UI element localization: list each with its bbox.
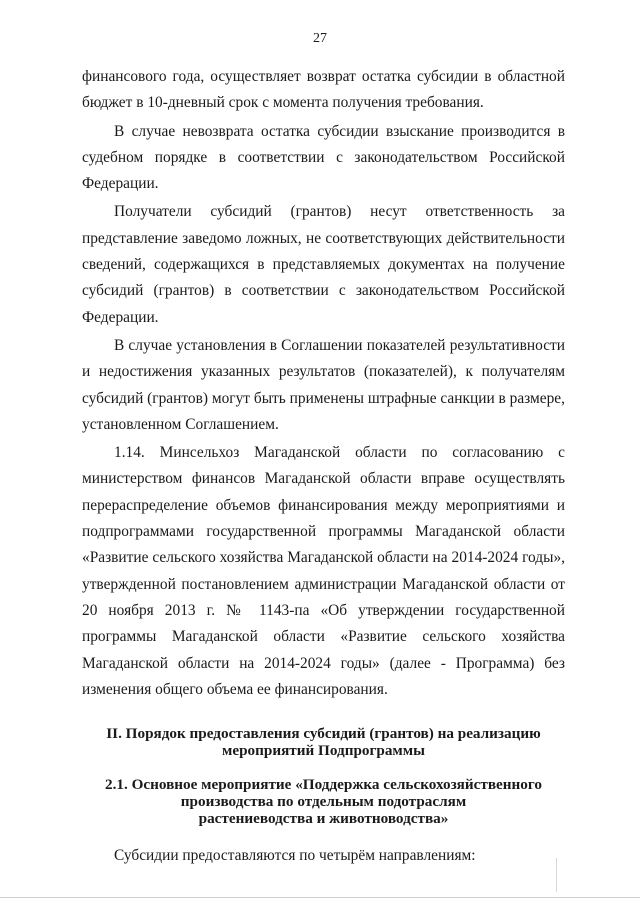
subsection-heading-line-3: растениеводства и животноводства» <box>198 810 449 828</box>
paragraph-refund-continuation: финансового года, осуществляет возврат остатка субсидии в областной бюджет в 10-дневный срок с момента получения требования. <box>82 68 565 112</box>
paragraph-penalties: В случае установления в Соглашении показателей результативности и недостижения указанных результатов (показателей), к получателям субсидий (грантов) могут быть применены штрафные санкции в размере, установленном Соглашением. <box>82 336 565 433</box>
section-heading <box>82 725 565 759</box>
section-heading-line-1: II. Порядок предоставления субсидий (грантов) на реализацию <box>106 725 541 743</box>
paragraph-directions-intro: Субсидии предоставляются по четырём направлениям: <box>114 847 476 865</box>
subsection-heading-line-2: производства по отдельным подотраслям <box>180 793 467 811</box>
section-heading-line-2: мероприятий Подпрограммы <box>222 742 425 760</box>
subsection-heading <box>82 776 565 827</box>
paragraph-non-refund: В случае невозврата остатка субсидии взыскание производится в судебном порядке в соответствии с законодательством Российской Федерации. <box>82 122 565 193</box>
page-number: 27 <box>313 31 327 46</box>
paragraph-recipient-responsibility: Получатели субсидий (грантов) несут ответственность за представление заведомо ложных, не соответствующих действительности сведений, содержащихся в представляемых документах на получение субсидий (грантов) в соответствии с законодательством Российской Федерации. <box>82 203 565 326</box>
paragraph-1-14-redistribution: 1.14. Минсельхоз Магаданской области по согласованию с министерством финансов Магаданской области вправе осуществлять перераспределение объемов финансирования между мероприятиями и подпрограммами государственной программы Магаданской области «Развитие сельского хозяйства Магаданской области на 2014-2024 годы», утвержденной постановлением администрации Магаданской области от 20 ноября 2013 г. № 1143-па «Об утверждении государственной программы Магаданской области «Развитие сельского хозяйства Магаданской области на 2014-2024 годы» (далее - Программа) без изменения общего объема ее финансирования. <box>82 444 565 698</box>
scan-edge-mark <box>556 858 557 892</box>
page-body <box>82 64 565 869</box>
subsection-heading-line-1: 2.1. Основное мероприятие «Поддержка сельскохозяйственного <box>104 776 543 794</box>
scan-bottom-edge <box>0 897 640 898</box>
